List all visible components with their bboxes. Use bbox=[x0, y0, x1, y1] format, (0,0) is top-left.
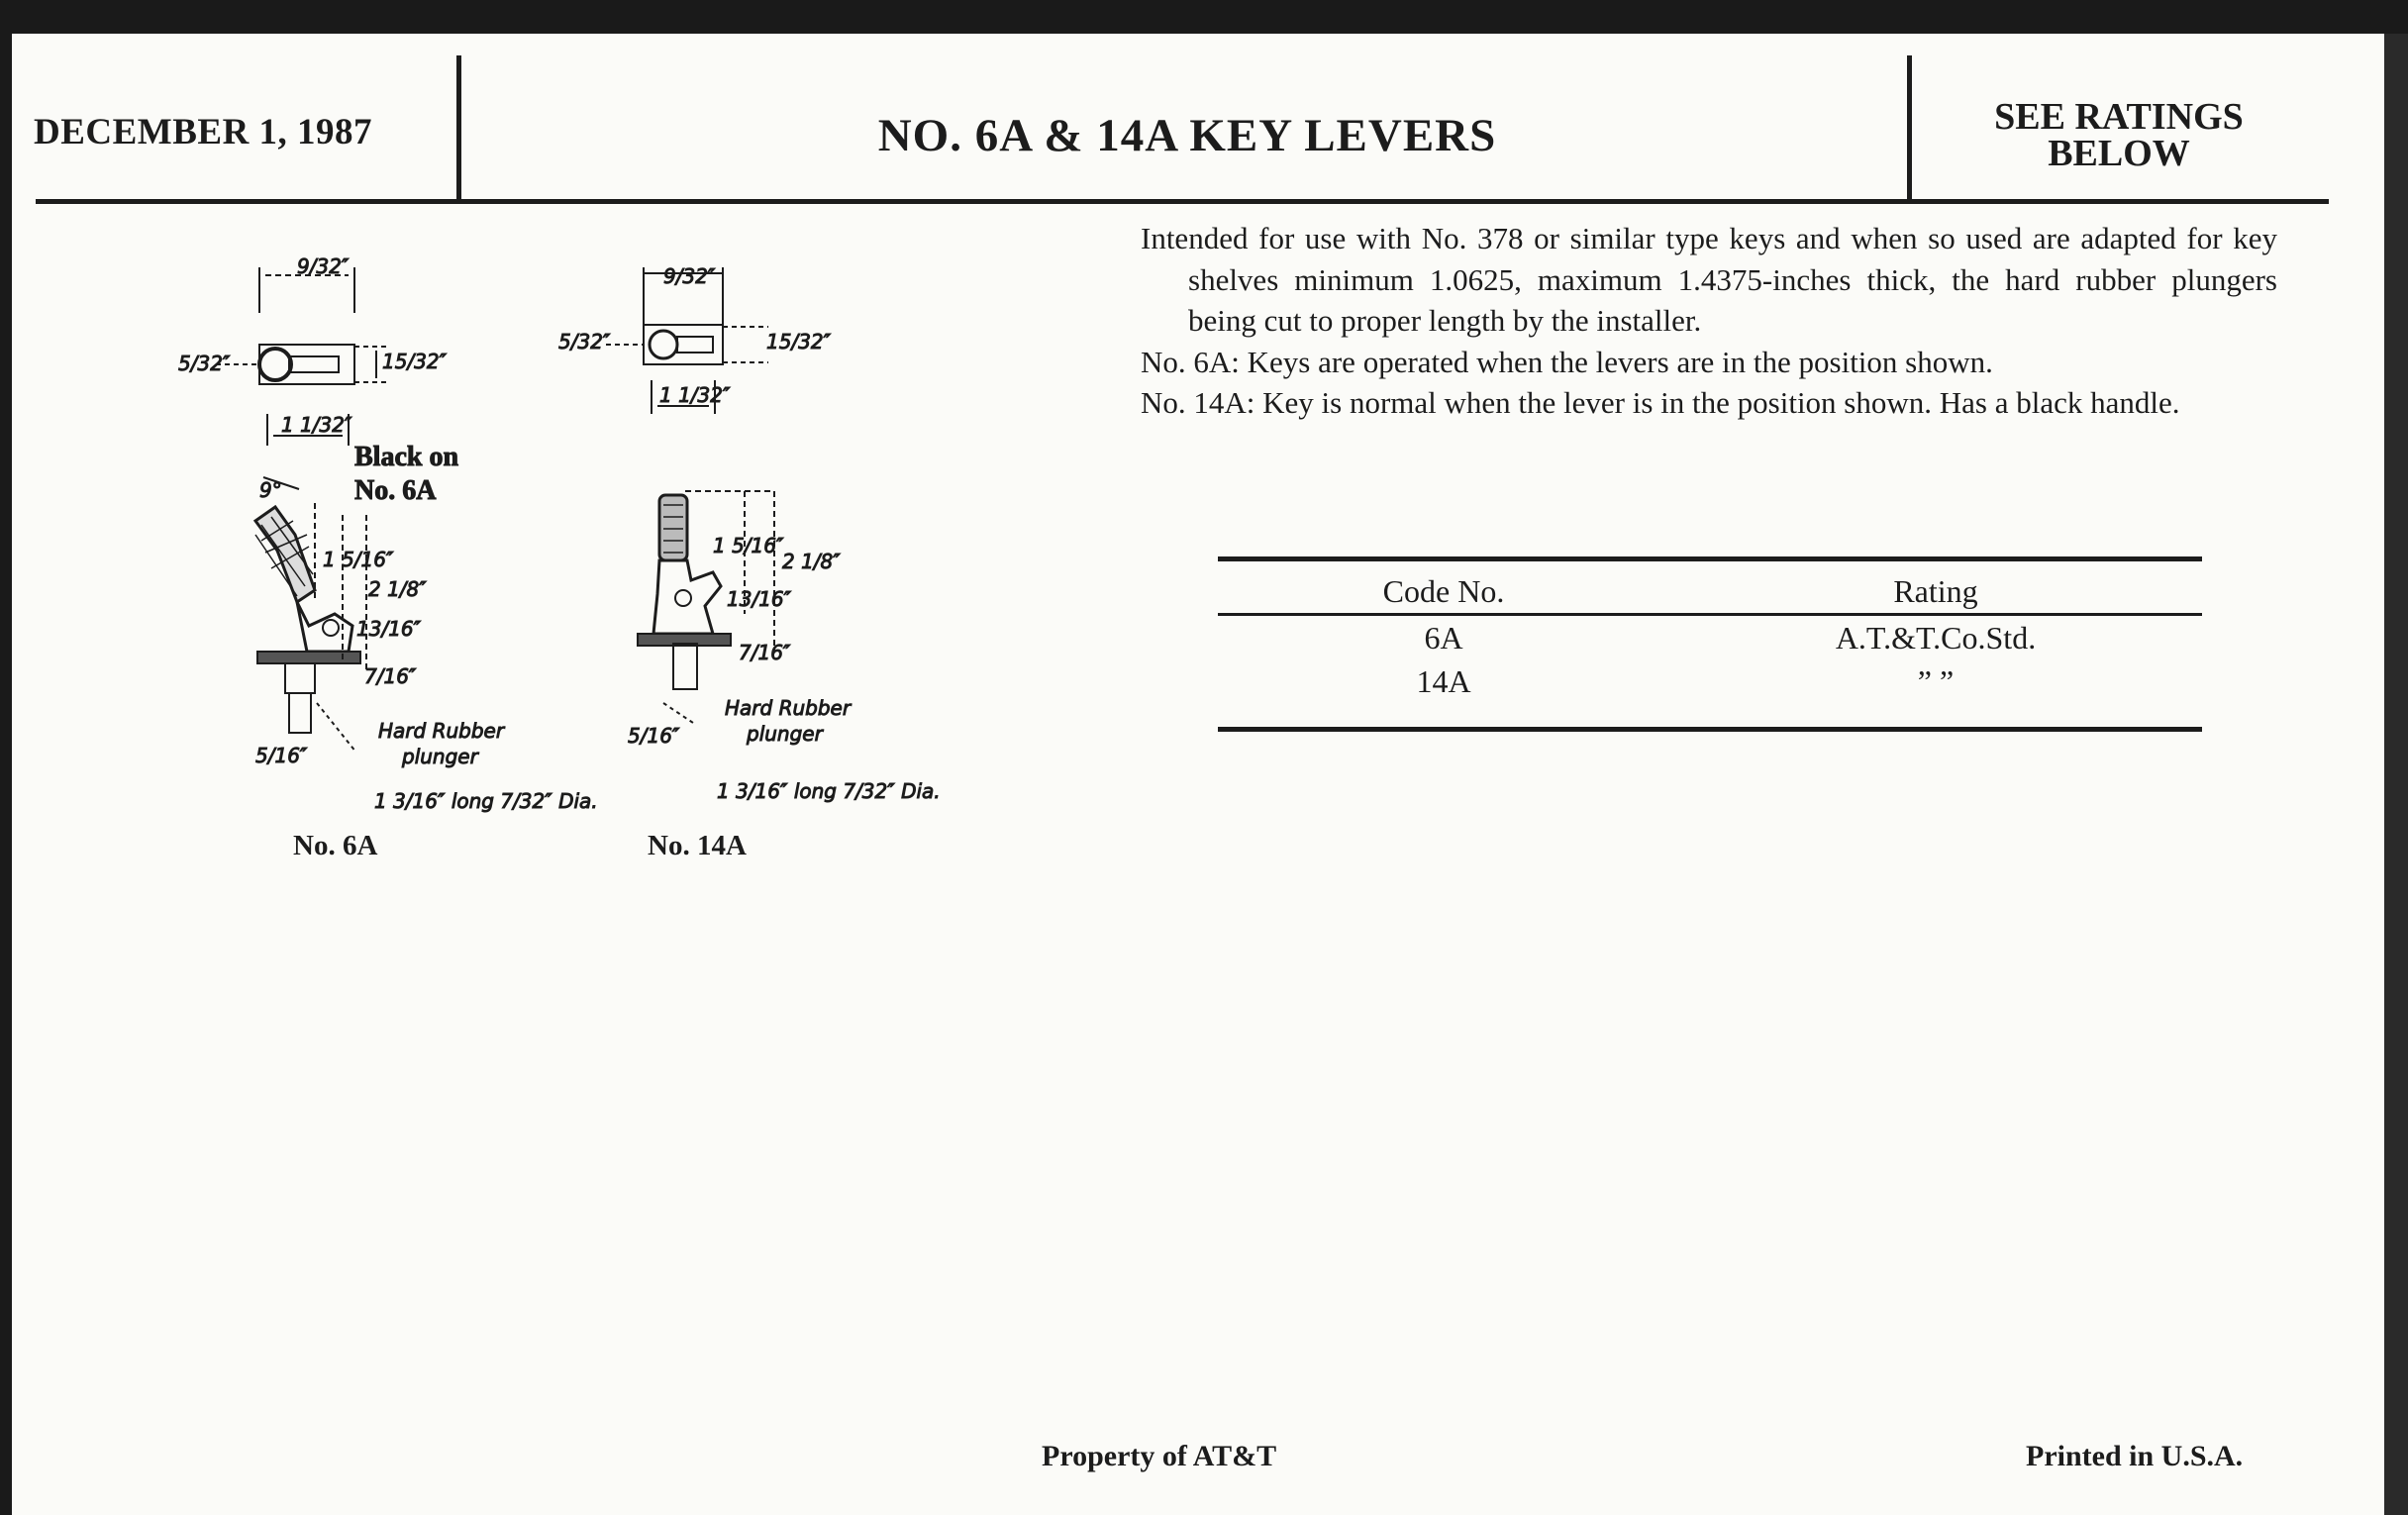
rating-cell: A.T.&T.Co.Std. bbox=[1835, 620, 2037, 656]
description-paragraph: No. 6A: Keys are operated when the levers are in the position shown. bbox=[1141, 344, 1993, 379]
ratings-note bbox=[1921, 96, 2317, 174]
note-black-handle: No. 6A bbox=[354, 475, 437, 506]
dim-label: 5/32″ bbox=[558, 330, 611, 354]
fig-6a-side-view bbox=[255, 477, 366, 753]
header-divider-left bbox=[456, 55, 461, 200]
dim-label: 15/32″ bbox=[382, 350, 448, 373]
dim-label: 1 1/32″ bbox=[659, 383, 731, 407]
dim-label: 1 5/16″ bbox=[713, 534, 784, 557]
column-header-code: Code No. bbox=[1382, 573, 1505, 609]
description bbox=[1141, 218, 2277, 424]
ratings-note-line-1: SEE RATINGS bbox=[1994, 96, 2244, 138]
footer-printed: Printed in U.S.A. bbox=[2026, 1440, 2244, 1472]
plunger-spec: 1 3/16″ long 7/32″ Dia. bbox=[717, 779, 941, 803]
header-divider-right bbox=[1907, 55, 1912, 200]
code-cell: 14A bbox=[1416, 663, 1471, 699]
page-title: NO. 6A & 14A KEY LEVERS bbox=[877, 110, 1497, 161]
column-header-rating: Rating bbox=[1893, 573, 1978, 609]
footer-property: Property of AT&T bbox=[1042, 1440, 1277, 1472]
description-paragraph: No. 14A: Key is normal when the lever is in the position shown. Has a black handle. bbox=[1141, 385, 2180, 420]
dim-label: 1 5/16″ bbox=[323, 548, 394, 571]
dim-label: 2 1/8″ bbox=[368, 577, 427, 601]
table-row bbox=[1218, 616, 2202, 659]
key-lever-drawings bbox=[158, 238, 941, 891]
rating-cell: ” ” bbox=[1917, 663, 1955, 699]
dim-label: 9/32″ bbox=[663, 264, 716, 288]
rubber-label: Hard Rubber bbox=[378, 719, 505, 743]
dim-label: 15/32″ bbox=[766, 330, 832, 354]
dim-label: 7/16″ bbox=[739, 641, 791, 664]
description-paragraph: Intended for use with No. 378 or similar type keys and when so used are adapted for key shelves minimum 1.0625, maximum 1.4375-inches thick, the hard rubber plungers being cut to proper length by the installer. bbox=[1141, 221, 2277, 338]
rubber-label: plunger bbox=[747, 722, 823, 746]
dim-label: 5/32″ bbox=[178, 352, 231, 375]
header-rule bbox=[36, 199, 2329, 204]
figure-caption-6a: No. 6A bbox=[293, 830, 378, 861]
issue-date: DECEMBER 1, 1987 bbox=[34, 112, 373, 152]
dim-label: 5/16″ bbox=[255, 744, 308, 767]
figures-area bbox=[158, 238, 941, 891]
rubber-label: plunger bbox=[402, 745, 478, 768]
figure-caption-14a: No. 14A bbox=[648, 830, 747, 861]
dim-label: 2 1/8″ bbox=[782, 550, 841, 573]
rubber-label: Hard Rubber bbox=[725, 696, 852, 720]
table-row bbox=[1218, 659, 2202, 703]
code-cell: 6A bbox=[1424, 620, 1463, 656]
table-header-row bbox=[1218, 561, 2202, 613]
angle-label: 9° bbox=[259, 478, 282, 502]
dim-label: 1 1/32″ bbox=[281, 413, 352, 437]
dim-label: 13/16″ bbox=[356, 617, 422, 641]
dim-label: 5/16″ bbox=[628, 724, 680, 748]
note-black-handle: Black on bbox=[354, 442, 459, 472]
plunger-spec: 1 3/16″ long 7/32″ Dia. bbox=[374, 789, 598, 813]
dim-label: 9/32″ bbox=[297, 254, 350, 278]
ratings-table bbox=[1218, 556, 2202, 732]
table-bottom-rule bbox=[1218, 727, 2202, 732]
dim-label: 7/16″ bbox=[364, 664, 417, 688]
scan-edge bbox=[2384, 34, 2408, 1515]
dim-label: 13/16″ bbox=[727, 587, 792, 611]
ratings-note-line-2: BELOW bbox=[2048, 133, 2190, 174]
